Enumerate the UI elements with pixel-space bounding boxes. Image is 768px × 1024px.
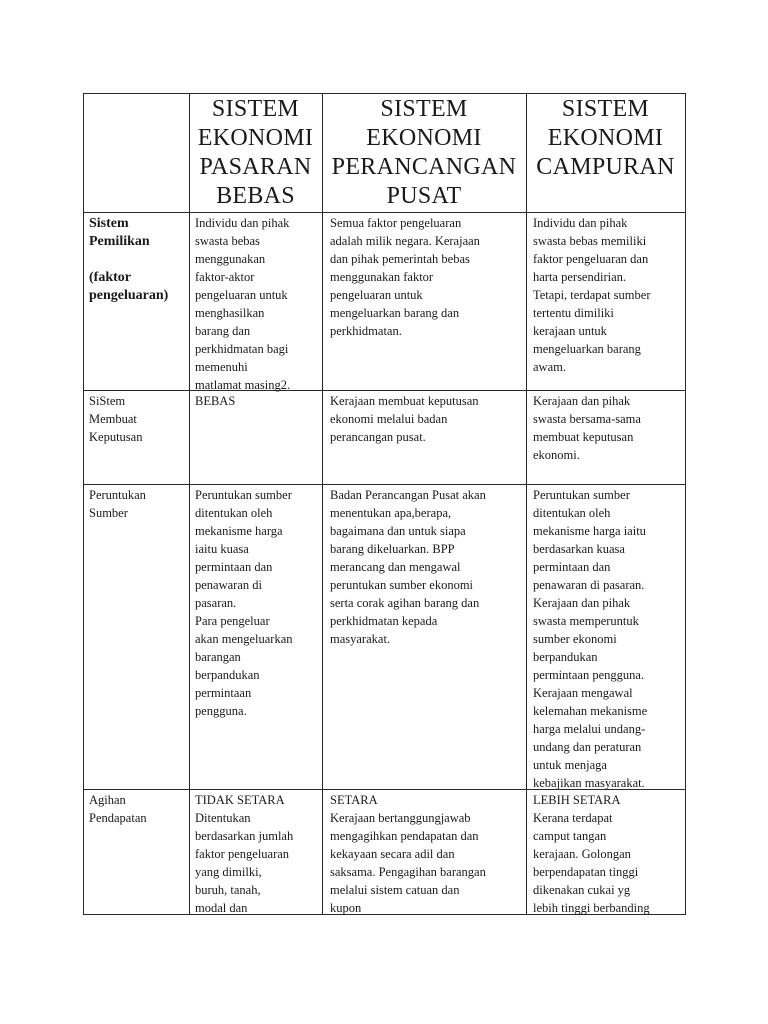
- table-col-divider-2: [322, 93, 323, 915]
- cell-line: membuat keputusan: [533, 430, 634, 444]
- cell-line: Kerajaan membuat keputusan: [330, 394, 479, 408]
- cell-line: ditentukan oleh: [195, 506, 273, 520]
- table-col-divider-1: [189, 93, 190, 915]
- cell-line: tertentu dimiliki: [533, 306, 614, 320]
- cell-line: Kerajaan mengawal: [533, 686, 633, 700]
- cell-line: serta corak agihan barang dan: [330, 596, 480, 610]
- cell-line: mengeluarkan barang dan: [330, 306, 460, 320]
- cell-keputusan-pasaran-bebas: [195, 392, 235, 410]
- cell-line: penawaran di: [195, 578, 262, 592]
- cell-line: adalah milik negara. Kerajaan: [330, 234, 480, 248]
- header-line: BEBAS: [216, 183, 295, 209]
- row-label-line: Membuat: [89, 412, 137, 426]
- cell-line: Peruntukan sumber: [533, 488, 630, 502]
- cell-line: Kerajaan bertanggungjawab: [330, 811, 471, 825]
- header-line: SISTEM: [211, 96, 300, 122]
- cell-line: menghasilkan: [195, 306, 265, 320]
- cell-pemilikan-pasaran-bebas: [195, 214, 290, 394]
- cell-line: camput tangan: [533, 829, 607, 843]
- header-line: SISTEM: [380, 96, 468, 122]
- cell-line: barang dikeluarkan. BPP: [330, 542, 455, 556]
- cell-line: faktor-aktor: [195, 270, 255, 284]
- cell-line: barangan: [195, 650, 241, 664]
- cell-line: perkhidmatan bagi: [195, 342, 289, 356]
- table-border-right: [685, 93, 686, 915]
- row-label-line: Keputusan: [89, 430, 143, 444]
- header-pasaran-bebas: [189, 95, 322, 211]
- row-label-line: Pemilikan: [89, 234, 150, 249]
- cell-line: kekayaan secara adil dan: [330, 847, 455, 861]
- cell-line: mengeluarkan barang: [533, 342, 641, 356]
- cell-line: swasta memperuntuk: [533, 614, 639, 628]
- cell-line: awam.: [533, 360, 566, 374]
- cell-line: lebih tinggi berbanding: [533, 901, 650, 915]
- cell-line: Tetapi, terdapat sumber: [533, 288, 651, 302]
- cell-line: menentukan apa,berapa,: [330, 506, 452, 520]
- cell-line: harga melalui undang-: [533, 722, 646, 736]
- cell-line: menggunakan faktor: [330, 270, 434, 284]
- table-divider-row2: [83, 484, 686, 485]
- cell-agihan-campuran: [533, 791, 650, 917]
- header-line: EKONOMI: [197, 125, 314, 151]
- cell-line: harta persendirian.: [533, 270, 627, 284]
- table-col-divider-3: [526, 93, 527, 915]
- cell-line: permintaan: [195, 686, 252, 700]
- cell-line: merancang dan mengawal: [330, 560, 461, 574]
- cell-line: Individu dan pihak: [195, 216, 290, 230]
- row-label-line: Peruntukan: [89, 488, 146, 502]
- cell-line: dan pihak pemerintah bebas: [330, 252, 470, 266]
- row-label-line: Sistem: [89, 216, 129, 231]
- cell-line: perancangan pusat.: [330, 430, 426, 444]
- cell-line: kerajaan untuk: [533, 324, 607, 338]
- cell-line: mekanisme harga: [195, 524, 283, 538]
- header-line: PERANCANGAN: [331, 154, 517, 180]
- cell-pemilikan-campuran: [533, 214, 650, 376]
- cell-agihan-perancangan-pusat: [330, 791, 486, 917]
- cell-line: permintaan pengguna.: [533, 668, 645, 682]
- cell-peruntukan-pasaran-bebas: [195, 486, 293, 720]
- row-label-line: [89, 251, 168, 269]
- header-line: PUSAT: [386, 183, 462, 209]
- cell-agihan-pasaran-bebas: [195, 791, 293, 917]
- row-label-agihan-pendapatan: [89, 791, 147, 827]
- cell-line: kelemahan mekanisme: [533, 704, 648, 718]
- cell-line: modal dan: [195, 901, 248, 915]
- cell-line: yang dimilki,: [195, 865, 262, 879]
- row-label-line: pengeluaran): [89, 288, 169, 303]
- cell-line: matlamat masing2.: [195, 378, 291, 392]
- row-label-line: Agihan: [89, 793, 126, 807]
- cell-line: mekanisme harga iaitu: [533, 524, 646, 538]
- cell-line: SETARA: [330, 793, 378, 807]
- cell-line: Semua faktor pengeluaran: [330, 216, 462, 230]
- cell-line: BEBAS: [195, 394, 236, 408]
- cell-line: Peruntukan sumber: [195, 488, 292, 502]
- header-line: EKONOMI: [547, 125, 664, 151]
- row-label-peruntukan-sumber: [89, 486, 146, 522]
- cell-line: perkhidmatan.: [330, 324, 402, 338]
- cell-line: kebajikan masyarakat.: [533, 776, 645, 790]
- cell-line: permintaan dan: [195, 560, 273, 574]
- table-divider-header: [83, 212, 686, 213]
- cell-line: masyarakat.: [330, 632, 391, 646]
- cell-line: faktor pengeluaran: [195, 847, 290, 861]
- header-line: PASARAN: [199, 154, 312, 180]
- row-label-membuat-keputusan: [89, 392, 142, 446]
- cell-line: berpandukan: [195, 668, 260, 682]
- cell-line: swasta bebas memiliki: [533, 234, 647, 248]
- cell-line: berpandukan: [533, 650, 598, 664]
- cell-line: akan mengeluarkan: [195, 632, 293, 646]
- cell-line: TIDAK SETARA: [195, 793, 285, 807]
- cell-line: berdasarkan jumlah: [195, 829, 294, 843]
- cell-line: pengeluaran untuk: [195, 288, 288, 302]
- row-label-line: Pendapatan: [89, 811, 147, 825]
- cell-line: Kerana terdapat: [533, 811, 613, 825]
- cell-line: peruntukan sumber ekonomi: [330, 578, 474, 592]
- cell-line: faktor pengeluaran dan: [533, 252, 649, 266]
- cell-line: menggunakan: [195, 252, 266, 266]
- cell-line: saksama. Pengagihan barangan: [330, 865, 486, 879]
- cell-line: undang dan peraturan: [533, 740, 642, 754]
- cell-line: ekonomi melalui badan: [330, 412, 448, 426]
- table-border-top: [83, 93, 686, 94]
- cell-pemilikan-perancangan-pusat: [330, 214, 480, 340]
- cell-line: melalui sistem catuan dan: [330, 883, 460, 897]
- header-line: CAMPURAN: [536, 154, 675, 180]
- table-border-left: [83, 93, 84, 915]
- cell-keputusan-campuran: [533, 392, 641, 464]
- cell-line: swasta bebas: [195, 234, 260, 248]
- cell-line: Para pengeluar: [195, 614, 270, 628]
- table-divider-row1: [83, 390, 686, 391]
- cell-line: penawaran di pasaran.: [533, 578, 645, 592]
- cell-line: bagaimana dan untuk siapa: [330, 524, 466, 538]
- cell-line: Badan Perancangan Pusat akan: [330, 488, 486, 502]
- cell-line: berpendapatan tinggi: [533, 865, 639, 879]
- header-campuran: [526, 95, 685, 182]
- cell-line: Ditentukan: [195, 811, 251, 825]
- cell-line: memenuhi: [195, 360, 248, 374]
- cell-line: pengguna.: [195, 704, 247, 718]
- cell-line: kupon: [330, 901, 362, 915]
- cell-line: berdasarkan kuasa: [533, 542, 625, 556]
- cell-line: Kerajaan dan pihak: [533, 596, 631, 610]
- cell-line: untuk menjaga: [533, 758, 607, 772]
- cell-line: kerajaan. Golongan: [533, 847, 631, 861]
- cell-line: dikenakan cukai yg: [533, 883, 631, 897]
- cell-keputusan-perancangan-pusat: [330, 392, 479, 446]
- header-perancangan-pusat: [322, 95, 526, 211]
- header-line: SISTEM: [561, 96, 650, 122]
- cell-line: Individu dan pihak: [533, 216, 628, 230]
- cell-line: barang dan: [195, 324, 251, 338]
- row-label-line: SiStem: [89, 394, 126, 408]
- cell-line: pengeluaran untuk: [330, 288, 423, 302]
- cell-line: mengagihkan pendapatan dan: [330, 829, 479, 843]
- cell-line: ekonomi.: [533, 448, 580, 462]
- cell-line: Kerajaan dan pihak: [533, 394, 631, 408]
- row-label-line: (faktor: [89, 270, 131, 285]
- cell-line: swasta bersama-sama: [533, 412, 641, 426]
- cell-line: pasaran.: [195, 596, 237, 610]
- cell-line: ditentukan oleh: [533, 506, 611, 520]
- row-label-line: Sumber: [89, 506, 128, 520]
- header-line: EKONOMI: [366, 125, 482, 151]
- cell-line: perkhidmatan kepada: [330, 614, 438, 628]
- cell-peruntukan-perancangan-pusat: [330, 486, 486, 648]
- cell-line: sumber ekonomi: [533, 632, 617, 646]
- cell-line: buruh, tanah,: [195, 883, 261, 897]
- cell-line: LEBIH SETARA: [533, 793, 621, 807]
- cell-line: iaitu kuasa: [195, 542, 249, 556]
- row-label-sistem-pemilikan: [89, 215, 168, 305]
- cell-line: permintaan dan: [533, 560, 611, 574]
- cell-peruntukan-campuran: [533, 486, 647, 792]
